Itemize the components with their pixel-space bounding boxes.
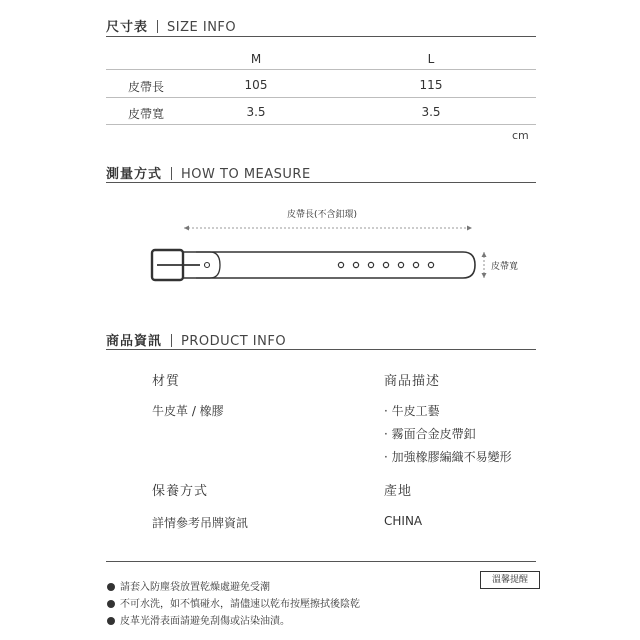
product-info-title-en: PRODUCT INFO	[181, 334, 287, 349]
belt-strap	[183, 252, 475, 278]
size-info-title-zh: 尺寸表	[106, 20, 149, 35]
title-separator	[157, 20, 158, 33]
product-info-title-zh: 商品資訊	[106, 334, 163, 349]
how-to-measure-rule	[106, 182, 536, 183]
size-info-title	[106, 16, 236, 35]
belt-hole	[398, 262, 403, 267]
size-cell: 3.5	[246, 105, 266, 119]
belt-diagram	[0, 200, 640, 300]
notice-item-text: 皮革光滑表面請避免刮傷或沾染油漬。	[120, 616, 290, 627]
product-info-rule	[106, 349, 536, 350]
notice-item	[107, 612, 290, 627]
belt-holes	[338, 262, 433, 267]
keeper-rivet	[205, 263, 210, 268]
size-unit: cm	[512, 129, 529, 142]
size-table-rule	[106, 69, 536, 70]
size-info-rule	[106, 36, 536, 37]
size-col-m: M	[250, 52, 262, 66]
size-cell: 115	[419, 78, 443, 92]
product-info-title	[106, 330, 286, 349]
width-arrow-top	[482, 252, 487, 257]
belt-hole	[338, 262, 343, 267]
size-col-l: L	[427, 52, 435, 66]
title-separator	[171, 334, 172, 347]
belt-hole	[383, 262, 388, 267]
material-value: 牛皮革 / 橡膠	[152, 404, 224, 418]
how-to-measure-title-zh: 測量方式	[106, 167, 163, 182]
description-item: · 牛皮工藝	[384, 404, 440, 418]
material-heading: 材質	[152, 374, 181, 389]
notice-label-box: 溫馨提醒	[480, 571, 540, 589]
bullet-dot-icon	[107, 600, 115, 608]
length-arrow-left	[184, 226, 189, 231]
belt-hole	[353, 262, 358, 267]
description-item: · 加強橡膠編織不易變形	[384, 450, 512, 464]
notice-item-text: 不可水洗，如不慎碰水，請儘速以乾布按壓擦拭後陰乾	[120, 599, 360, 610]
bullet-dot-icon	[107, 583, 115, 591]
length-arrow-right	[467, 226, 472, 231]
belt-hole	[368, 262, 373, 267]
belt-width-label: 皮帶寬	[491, 262, 519, 272]
description-item: · 霧面合金皮帶釦	[384, 427, 476, 441]
size-info-title-en: SIZE INFO	[167, 20, 237, 35]
notice-item	[107, 578, 270, 593]
description-heading: 商品描述	[384, 374, 441, 389]
care-heading: 保養方式	[152, 484, 209, 499]
width-arrow-bottom	[482, 273, 487, 278]
size-table-rule	[106, 124, 536, 125]
bullet-dot-icon	[107, 617, 115, 625]
how-to-measure-title	[106, 163, 311, 182]
origin-heading: 產地	[384, 484, 413, 499]
size-table-rule	[106, 97, 536, 98]
size-cell: 105	[244, 78, 268, 92]
size-row-label: 皮帶寬	[127, 107, 165, 121]
size-row-label: 皮帶長	[127, 80, 165, 94]
belt-hole	[413, 262, 418, 267]
notice-rule	[106, 561, 536, 562]
notice-item	[107, 595, 360, 610]
belt-hole	[428, 262, 433, 267]
size-cell: 3.5	[421, 105, 441, 119]
care-value: 詳情參考吊牌資訊	[152, 516, 249, 530]
how-to-measure-title-en: HOW TO MEASURE	[181, 167, 311, 182]
origin-value: CHINA	[384, 514, 423, 528]
notice-item-text: 請套入防塵袋放置乾燥處避免受潮	[120, 582, 270, 593]
title-separator	[171, 167, 172, 180]
belt-length-label: 皮帶長(不含釦環)	[286, 210, 358, 220]
